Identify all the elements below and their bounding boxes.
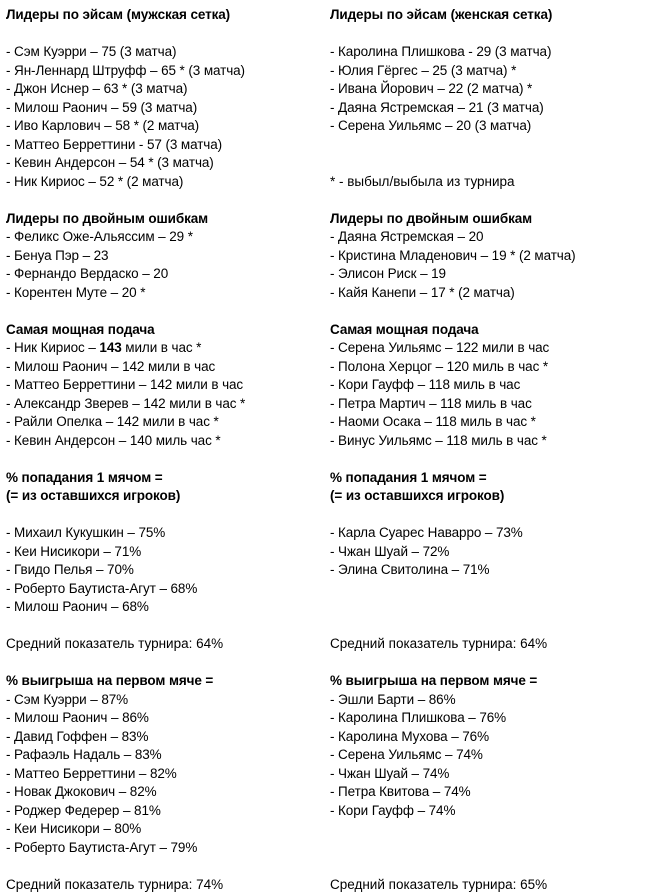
blank-line [330,154,650,173]
list-item: - Михаил Кукушкин – 75% [6,524,325,543]
section-men-first-serve-pct [6,469,325,654]
list-item: - Серена Уильямс – 20 (3 матча) [330,117,650,136]
list-item: - Петра Квитова – 74% [330,783,650,802]
section-women-aces [330,6,650,191]
list-item: - Давид Гоффен – 83% [6,728,325,747]
item-highlight-value: 143 [99,340,121,355]
list-item: - Петра Мартич – 118 миль в час [330,395,650,414]
list-item: - Ян-Леннард Штруфф – 65 * (3 матча) [6,62,325,81]
list-item: - Рафаэль Надаль – 83% [6,746,325,765]
section-title-women-aces: Лидеры по эйсам (женская сетка) [330,6,650,25]
blank-line [330,857,650,876]
list-item: - Райли Опелка – 142 мили в час * [6,413,325,432]
section-women-fastest-serve [330,321,650,451]
list-item: - Кевин Андерсон – 54 * (3 матча) [6,154,325,173]
list-item: - Милош Раонич – 59 (3 матча) [6,99,325,118]
section-title-men-first-serve-pct-line2: (= из оставшихся игроков) [6,487,325,506]
blank-line [6,25,325,44]
list-item: - Полона Херцог – 120 миль в час * [330,358,650,377]
list-item: - Кеи Нисикори – 71% [6,543,325,562]
section-gap [330,450,650,469]
tournament-average-men-first-serve-pct: Средний показатель турнира: 64% [6,635,325,654]
blank-line [330,598,650,617]
list-item: - Эшли Барти – 86% [330,691,650,710]
list-item: - Милош Раонич – 142 мили в час [6,358,325,377]
list-men-first-serve-won-pct [6,691,325,858]
list-item: - Кори Гауфф – 74% [330,802,650,821]
blank-line [330,820,650,839]
list-item: - Карла Суарес Наварро – 73% [330,524,650,543]
list-item: - Каролина Мухова – 76% [330,728,650,747]
list-item: - Сэм Куэрри – 75 (3 матча) [6,43,325,62]
section-men-aces [6,6,325,191]
list-item: - Иво Карлович – 58 * (2 матча) [6,117,325,136]
list-item: - Ник Кириос – 52 * (2 матча) [6,173,325,192]
section-title-men-fastest-serve: Самая мощная подача [6,321,325,340]
list-item: - Юлия Гёргес – 25 (3 матча) * [330,62,650,81]
list-item: - Наоми Осака – 118 миль в час * [330,413,650,432]
list-women-fastest-serve [330,339,650,450]
section-men-double-faults [6,210,325,303]
section-title-men-double-faults: Лидеры по двойным ошибкам [6,210,325,229]
blank-line [6,857,325,876]
section-men-first-serve-won-pct [6,672,325,894]
section-title-women-first-serve-pct-line2: (= из оставшихся игроков) [330,487,650,506]
list-item: - Роберто Баутиста-Агут – 68% [6,580,325,599]
list-women-first-serve-won-pct [330,691,650,821]
list-item: - Кори Гауфф – 118 миль в час [330,376,650,395]
section-gap [6,450,325,469]
section-title-women-double-faults: Лидеры по двойным ошибкам [330,210,650,229]
two-column-layout [0,6,650,894]
list-men-aces [6,43,325,191]
list-item: - Кристина Младенович – 19 * (2 матча) [330,247,650,266]
list-item: - Элисон Риск – 19 [330,265,650,284]
list-item: - Гвидо Пелья – 70% [6,561,325,580]
list-item: - Ивана Йорович – 22 (2 матча) * [330,80,650,99]
list-item: - Серена Уильямс – 74% [330,746,650,765]
list-item: - Маттео Берреттини – 82% [6,765,325,784]
list-item: - Каролина Плишкова - 29 (3 матча) [330,43,650,62]
women-column [325,6,650,894]
item-prefix: - Ник Кириос – [6,340,99,355]
section-title-women-first-serve-pct-line1: % попадания 1 мячом = [330,469,650,488]
list-item: - Новак Джокович – 82% [6,783,325,802]
list-item: - Роберто Баутиста-Агут – 79% [6,839,325,858]
list-item: - Маттео Берреттини – 142 мили в час [6,376,325,395]
list-item: - Милош Раонич – 86% [6,709,325,728]
section-gap [330,191,650,210]
list-men-first-serve-pct [6,524,325,617]
blank-line [330,506,650,525]
blank-line [330,617,650,636]
list-item: - Каролина Плишкова – 76% [330,709,650,728]
list-item: - Кайя Канепи – 17 * (2 матча) [330,284,650,303]
section-title-men-first-serve-pct-line1: % попадания 1 мячом = [6,469,325,488]
section-men-fastest-serve [6,321,325,451]
list-item: - Чжан Шуай – 74% [330,765,650,784]
blank-line [330,25,650,44]
tournament-average-women-first-serve-pct: Средний показатель турнира: 64% [330,635,650,654]
section-title-women-first-serve-won-pct: % выигрыша на первом мяче = [330,672,650,691]
list-men-fastest-serve [6,339,325,450]
section-gap [6,654,325,673]
list-item: - Фернандо Вердаско – 20 [6,265,325,284]
section-title-men-first-serve-won-pct: % выигрыша на первом мяче = [6,672,325,691]
list-men-double-faults [6,228,325,302]
tournament-average-men-first-serve-won-pct: Средний показатель турнира: 74% [6,876,325,894]
list-item [6,339,325,358]
list-item: - Джон Иснер – 63 * (3 матча) [6,80,325,99]
section-women-first-serve-won-pct [330,672,650,894]
list-item: - Винус Уильямс – 118 миль в час * [330,432,650,451]
blank-line [330,136,650,155]
section-gap [6,191,325,210]
list-item: - Корентен Муте – 20 * [6,284,325,303]
list-item: - Бенуа Пэр – 23 [6,247,325,266]
list-item: - Чжан Шуай – 72% [330,543,650,562]
section-women-first-serve-pct [330,469,650,654]
men-column [0,6,325,894]
section-title-men-aces: Лидеры по эйсам (мужская сетка) [6,6,325,25]
list-item: - Роджер Федерер – 81% [6,802,325,821]
section-women-double-faults [330,210,650,303]
list-women-aces [330,43,650,136]
list-item: - Феликс Оже-Альяссим – 29 * [6,228,325,247]
section-title-women-fastest-serve: Самая мощная подача [330,321,650,340]
blank-line [330,580,650,599]
list-item: - Милош Раонич – 68% [6,598,325,617]
blank-line [6,506,325,525]
blank-line [330,839,650,858]
list-women-first-serve-pct [330,524,650,580]
list-item: - Даяна Ястремская – 20 [330,228,650,247]
list-item: - Кевин Андерсон – 140 миль час * [6,432,325,451]
blank-line [6,617,325,636]
section-gap [6,302,325,321]
list-item: - Сэм Куэрри – 87% [6,691,325,710]
section-gap [330,654,650,673]
list-item: - Маттео Берреттини - 57 (3 матча) [6,136,325,155]
list-item: - Серена Уильямс – 122 мили в час [330,339,650,358]
list-item: - Даяна Ястремская – 21 (3 матча) [330,99,650,118]
item-suffix: мили в час * [122,340,202,355]
list-item: - Кеи Нисикори – 80% [6,820,325,839]
list-item: - Элина Свитолина – 71% [330,561,650,580]
list-women-double-faults [330,228,650,302]
section-gap [330,302,650,321]
list-item: - Александр Зверев – 142 мили в час * [6,395,325,414]
tournament-average-women-first-serve-won-pct: Средний показатель турнира: 65% [330,876,650,894]
eliminated-note: * - выбыл/выбыла из турнира [330,173,650,192]
